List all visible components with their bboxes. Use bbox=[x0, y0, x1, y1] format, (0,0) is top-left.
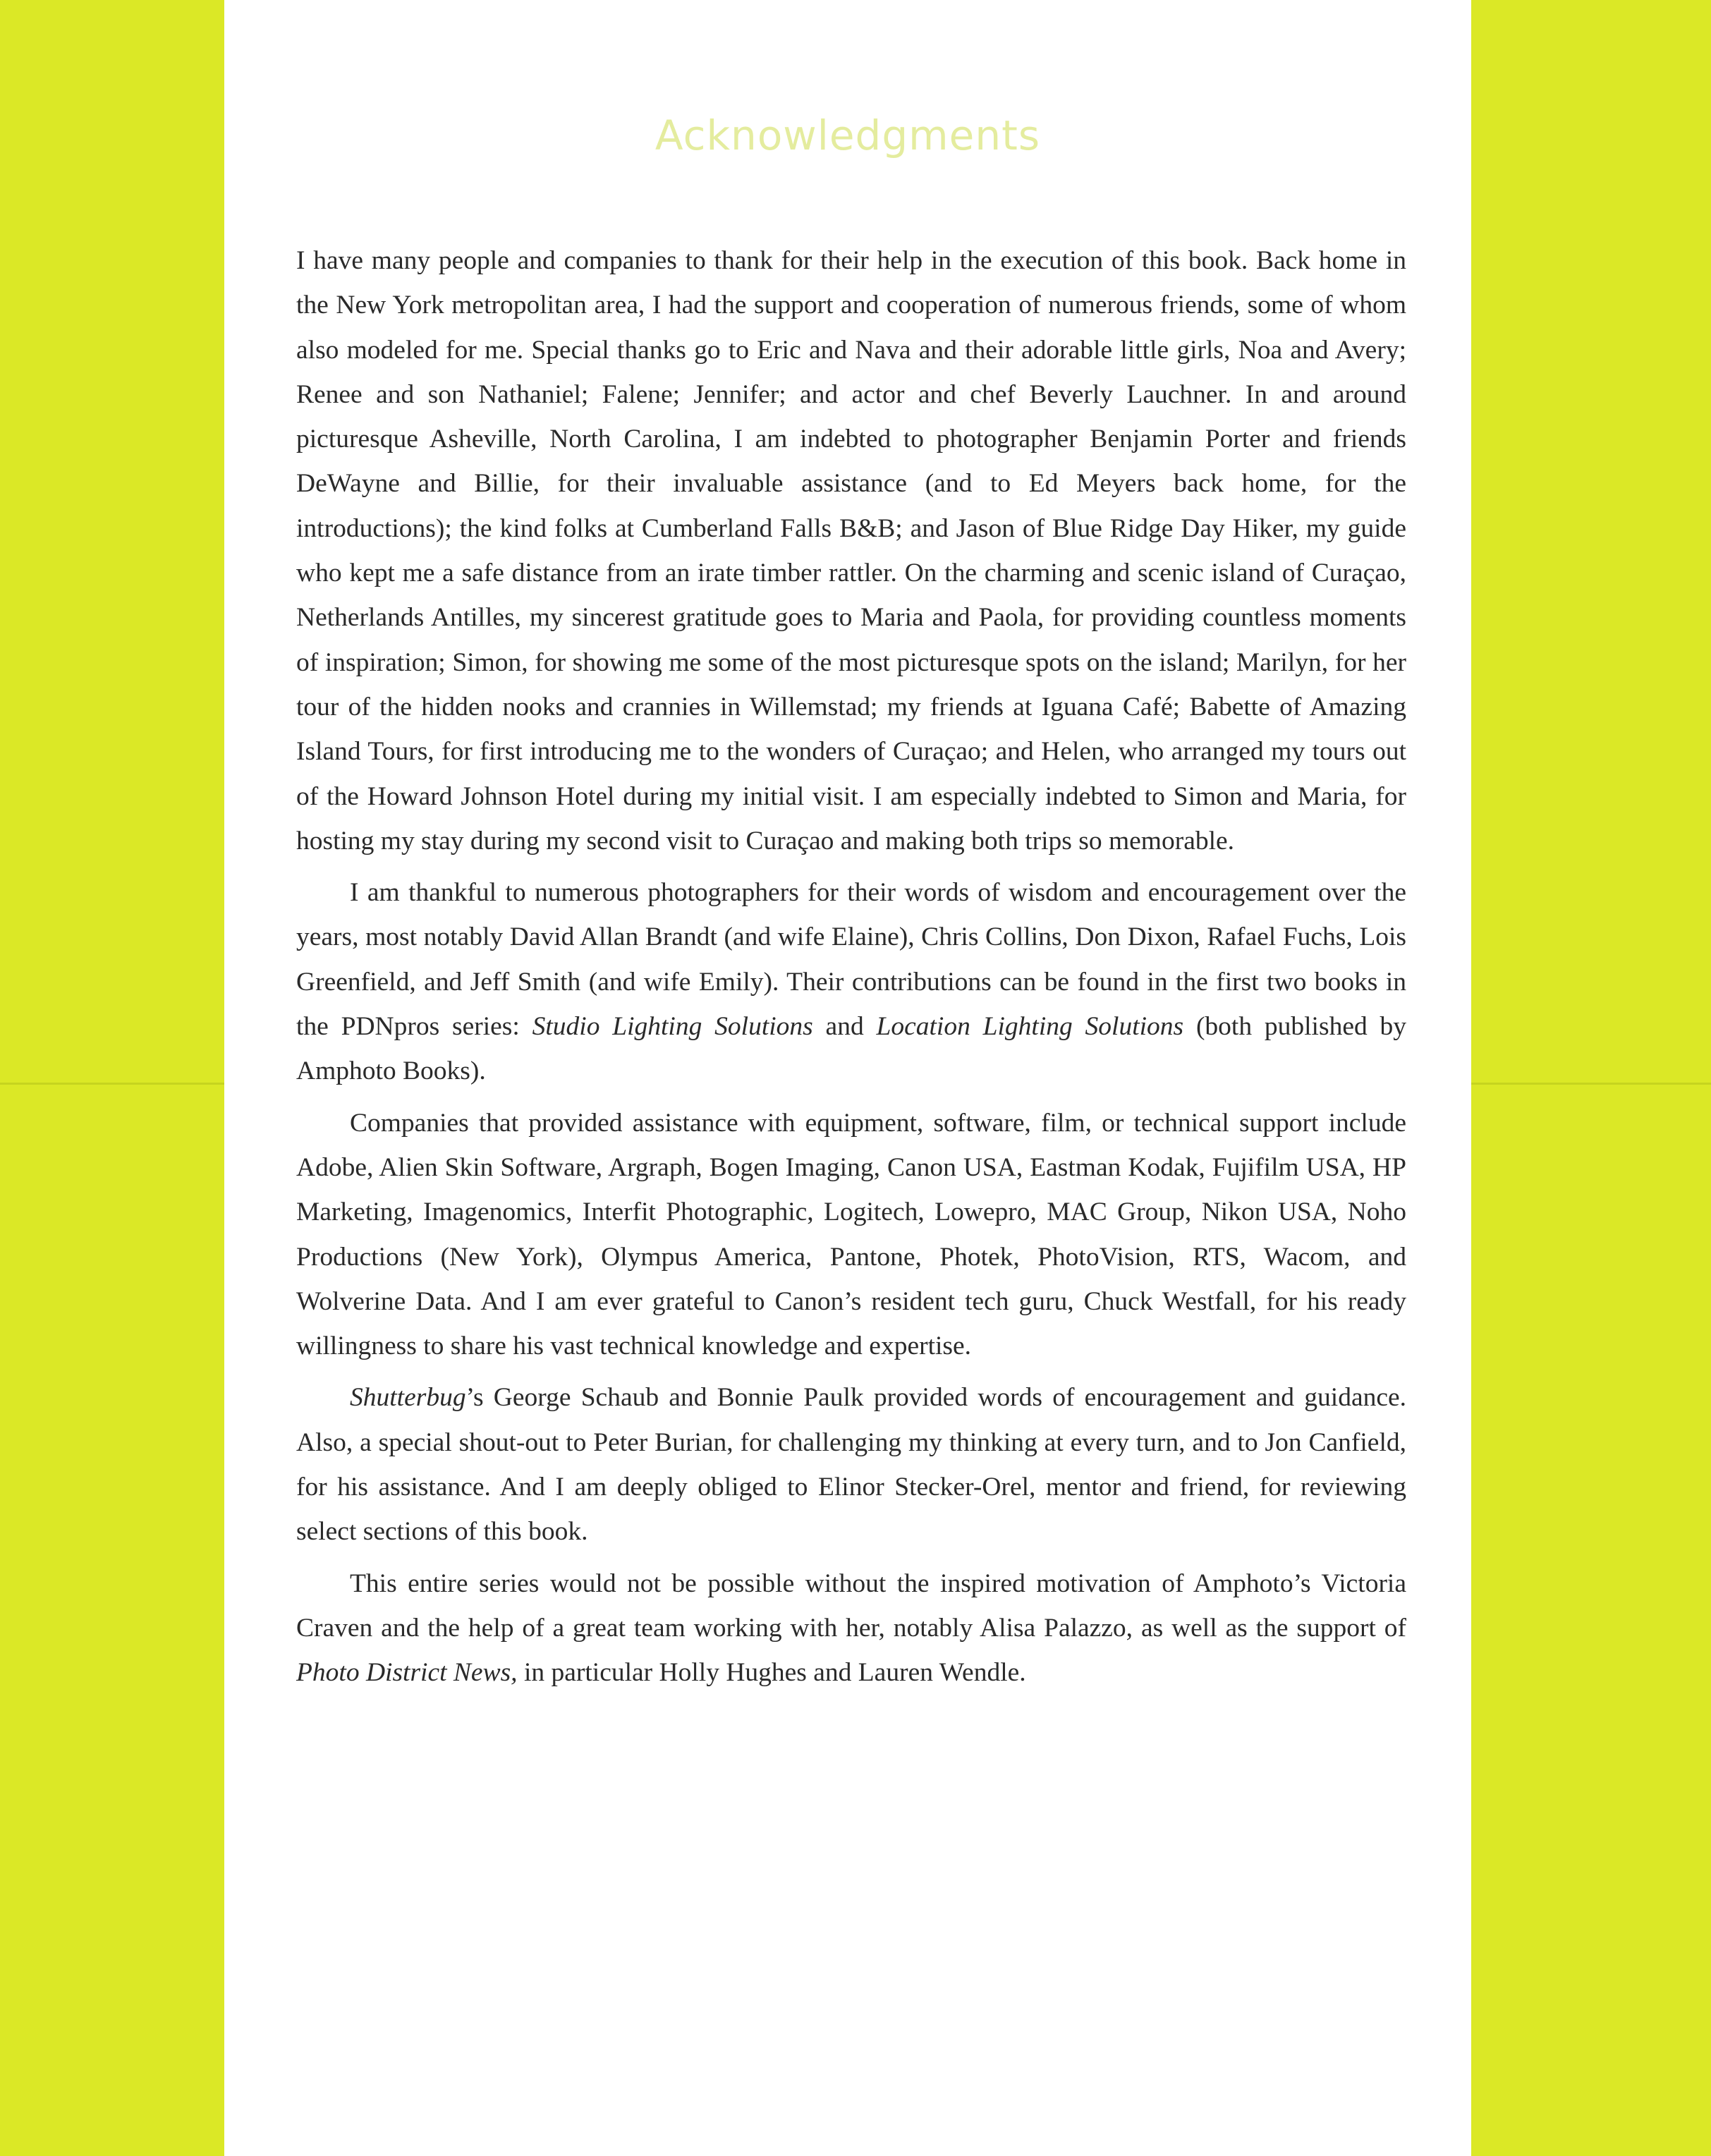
right-color-band bbox=[1471, 0, 1711, 2156]
paragraph-2-end: (both published by Amphoto Books). bbox=[296, 1012, 1407, 1086]
fold-line bbox=[1471, 1083, 1711, 1085]
paragraph-5 bbox=[296, 1561, 1406, 1695]
left-color-band bbox=[0, 0, 224, 2156]
paragraph-2 bbox=[296, 870, 1406, 1093]
fold-line bbox=[0, 1083, 224, 1085]
paragraph-4 bbox=[296, 1375, 1406, 1554]
conjunction: and bbox=[825, 1012, 864, 1042]
page-title: Acknowledgments bbox=[654, 111, 1041, 159]
book-title-studio: Studio Lighting Solutions bbox=[532, 1012, 813, 1042]
paragraph-1: I have many people and companies to thank for their help in the execution of this book. Back home in the New York metropolitan area, I had the support and cooperation of numerous friends, some of whom also modeled for me. Special thanks go to Eric and Nava and their adorable little girls, Noa and Avery; Renee and son Nathaniel; Falene; Jennifer; and actor and chef Beverly Lauchner. In and around picturesque Asheville, North Carolina, I am indebted to photographer Benjamin Porter and friends DeWayne and Billie, for their invaluable assistance (and to Ed Meyers back home, for the introductions); the kind folks at Cumberland Falls B&B; and Jason of Blue Ridge Day Hiker, my guide who kept me a safe distance from an irate timber rattler. On the charming and scenic island of Curaçao, Netherlands Antilles, my sincerest gratitude goes to Maria and Paola, for providing countless moments of inspiration; Simon, for showing me some of the most picturesque spots on the island; Marilyn, for her tour of the hidden nooks and crannies in Willemstad; my friends at Iguana Café; Babette of Amazing Island Tours, for first introducing me to the wonders of Curaçao; and Helen, who arranged my tours out of the Howard Johnson Hotel during my initial visit. I am especially indebted to Simon and Maria, for hosting my stay during my second visit to Curaçao and making both trips so memorable. bbox=[296, 246, 1406, 855]
paragraph-4-text: ’s George Schaub and Bonnie Paulk provided words of encouragement and guidance. Also, a special shout-out to Peter Burian, for challenging my thinking at every turn, and to Jon Canfield, for his assistance. And I am deeply obliged to Elinor Stecker-Orel, mentor and friend, for reviewing select sections of this book. bbox=[296, 1383, 1406, 1547]
body-text bbox=[296, 238, 1406, 1703]
book-title-location: Location Lighting Solutions bbox=[876, 1012, 1184, 1042]
paragraph-5-end: in particular Holly Hughes and Lauren Wendle. bbox=[523, 1658, 1026, 1688]
paragraph-5-text: This entire series would not be possible without the inspired motivation of Amphoto’s Victoria Craven and the help of a great team working with her, notably Alisa Palazzo, as well as the support of bbox=[296, 1569, 1406, 1643]
publication-title: Photo District News, bbox=[296, 1658, 518, 1688]
page bbox=[224, 0, 1471, 2156]
magazine-title: Shutterbug bbox=[350, 1383, 466, 1413]
paragraph-2-text: I am thankful to numerous photographers for their words of wisdom and encouragement over the years, most notably David Allan Brandt (and wife Elaine), Chris Collins, Don Dixon, Rafael Fuchs, Lois Greenfield, and Jeff Smith (and wife Emily). Their contributions can be found in the first two books in the PDNpros series: bbox=[296, 878, 1406, 1042]
paragraph-3: Companies that provided assistance with equipment, software, film, or technical support include Adobe, Alien Skin Software, Argraph, Bogen Imaging, Canon USA, Eastman Kodak, Fujifilm USA, HP Marketing, Imagenomics, Interfit Photographic, Logitech, Lowepro, MAC Group, Nikon USA, Noho Productions (New York), Olympus America, Pantone, Photek, PhotoVision, RTS, Wacom, and Wolverine Data. And I am ever grateful to Canon’s resident tech guru, Chuck Westfall, for his ready willingness to share his vast technical knowledge and expertise. bbox=[296, 1108, 1406, 1361]
